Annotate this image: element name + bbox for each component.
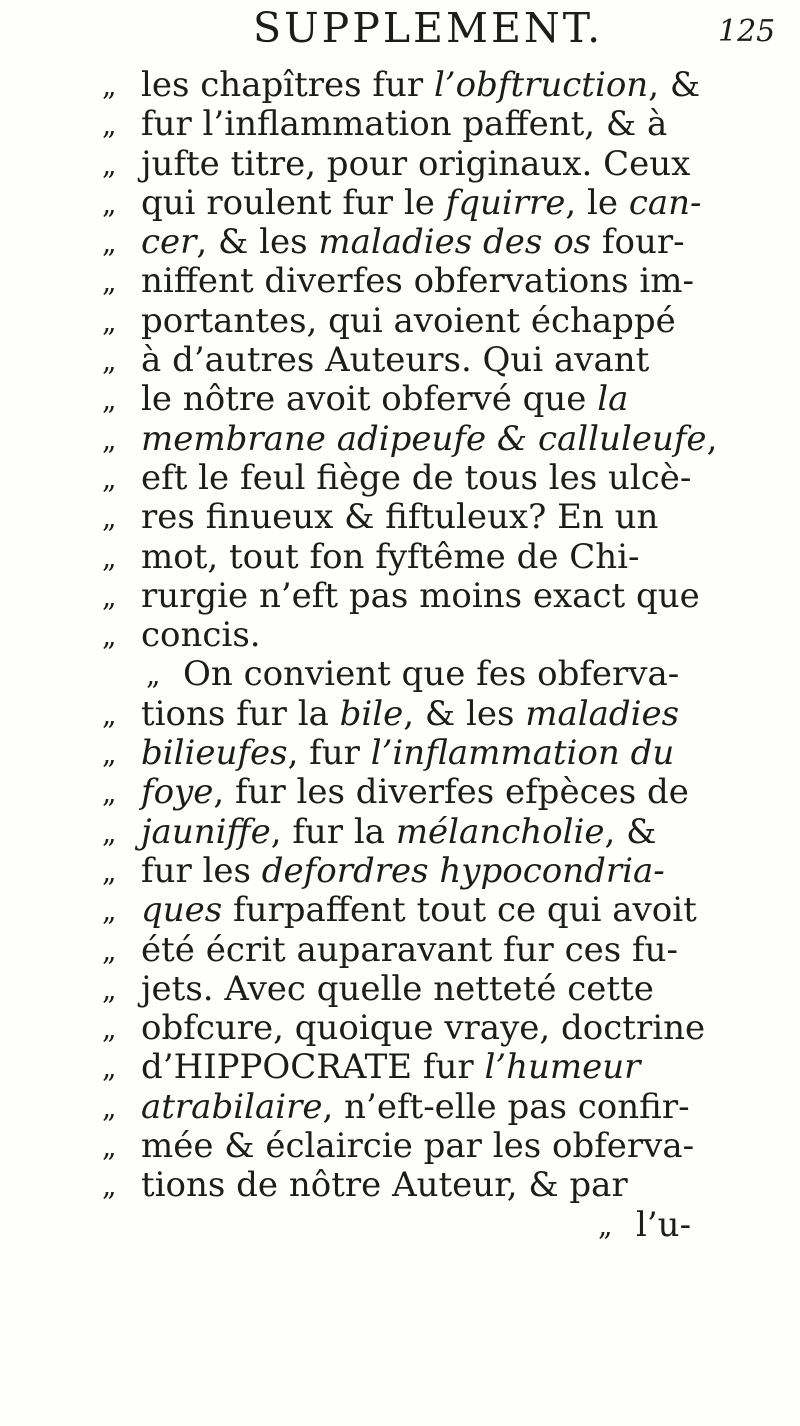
quote-mark: „ — [102, 304, 115, 338]
catchword — [0, 1206, 800, 1245]
line-text: portantes, qui avoient échappé — [141, 300, 676, 341]
italic-term: l’inflammation du — [370, 733, 675, 774]
quote-mark: „ — [102, 265, 115, 299]
text-line — [0, 616, 800, 655]
quote-mark: „ — [102, 69, 115, 102]
italic-term: maladies — [525, 693, 680, 734]
italic-term: la — [597, 379, 629, 420]
quote-mark: „ — [102, 776, 115, 810]
line-text: jets. Avec quelle netteté cette — [141, 968, 654, 1009]
line-text: obfcure, quoique vraye, doctrine — [141, 1008, 706, 1049]
quote-mark: „ — [102, 737, 115, 771]
text-line — [0, 262, 800, 301]
line-text: niffent diverfes obfervations im- — [141, 261, 695, 302]
line-text: mée & éclaircie par les obferva- — [141, 1126, 695, 1167]
line-text: mot, tout fon fyftême de Chi- — [141, 536, 640, 577]
quote-mark: „ — [102, 147, 115, 181]
text-line — [0, 498, 800, 537]
line-text: fur les defordres hypocondria- — [141, 850, 665, 891]
italic-term: atrabilaire — [141, 1086, 323, 1127]
text-line — [0, 184, 800, 223]
quote-mark: „ — [102, 579, 115, 613]
line-text: le nôtre avoit obfervé que la — [141, 379, 629, 420]
text-line — [0, 66, 800, 105]
quote-mark: „ — [146, 658, 159, 692]
text-line — [0, 145, 800, 184]
line-text: rurgie n’eft pas moins exact que — [141, 575, 700, 616]
quote-mark: „ — [102, 1090, 115, 1124]
quote-mark: „ — [598, 1208, 611, 1242]
line-text: res finueux & fiftuleux? En un — [141, 497, 659, 538]
text-line — [0, 734, 800, 773]
text-line — [0, 380, 800, 419]
quote-mark: „ — [102, 933, 115, 967]
quote-mark: „ — [102, 226, 115, 260]
quote-mark: „ — [102, 501, 115, 535]
quote-mark: „ — [102, 972, 115, 1006]
line-text: tions de nôtre Auteur, & par — [141, 1165, 628, 1206]
quote-mark: „ — [102, 1051, 115, 1085]
text-line — [0, 1048, 800, 1087]
line-text: l’u- — [636, 1204, 692, 1245]
quote-mark: „ — [102, 1012, 115, 1046]
line-text: On convient que fes obferva- — [183, 654, 680, 695]
line-text: qui roulent fur le fquirre, le can- — [141, 182, 702, 223]
quote-mark: „ — [102, 422, 115, 456]
text-line — [0, 891, 800, 930]
text-line — [0, 1166, 800, 1205]
text-line — [0, 813, 800, 852]
text-line — [0, 577, 800, 616]
quote-mark: „ — [102, 461, 115, 495]
line-text: membrane adipeufe & calluleufe, — [141, 418, 718, 459]
line-text: jufte titre, pour originaux. Ceux — [141, 143, 691, 184]
quote-mark: „ — [102, 894, 115, 928]
line-text: les chapîtres fur l’obftruction, & — [141, 65, 701, 105]
text-line — [0, 970, 800, 1009]
line-text: eft le feul fiège de tous les ulcè- — [141, 457, 692, 498]
text-line — [0, 1088, 800, 1127]
line-text: atrabilaire, n’eft-elle pas confir- — [141, 1086, 690, 1127]
line-text: tions fur la bile, & les maladies — [141, 693, 680, 734]
text-line — [0, 302, 800, 341]
italic-term: foye — [141, 772, 214, 813]
body-text — [0, 66, 800, 1245]
quote-mark: „ — [102, 697, 115, 731]
line-text: à d’autres Auteurs. Qui avant — [141, 340, 650, 381]
quote-mark: „ — [102, 108, 115, 142]
text-line — [0, 773, 800, 812]
text-line — [0, 1127, 800, 1166]
line-text: bilieufes, fur l’inflammation du — [141, 733, 675, 774]
running-head-title: SUPPLEMENT. — [253, 4, 604, 52]
quote-mark: „ — [102, 1130, 115, 1164]
quote-mark: „ — [102, 186, 115, 220]
quote-mark: „ — [102, 619, 115, 653]
text-line — [0, 538, 800, 577]
quote-mark: „ — [102, 815, 115, 849]
italic-term: ques — [141, 890, 223, 931]
page-number: 125 — [718, 14, 776, 49]
quote-mark: „ — [102, 1169, 115, 1203]
text-line — [0, 695, 800, 734]
text-line — [0, 420, 800, 459]
text-line — [0, 1009, 800, 1048]
line-text: jauniffe, fur la mélancholie, & — [141, 811, 657, 852]
line-text: concis. — [141, 615, 261, 656]
italic-term: membrane adipeufe & calluleufe — [141, 418, 707, 459]
quote-mark: „ — [102, 383, 115, 417]
line-text: fur l’inflammation paffent, & à — [141, 104, 668, 145]
italic-term: defordres hypocondria- — [261, 850, 665, 891]
text-line — [0, 223, 800, 262]
text-line — [0, 105, 800, 144]
italic-term: cer — [141, 222, 197, 263]
text-line — [0, 852, 800, 891]
text-line — [0, 341, 800, 380]
italic-term: l’obftruction — [433, 65, 649, 105]
line-text: foye, fur les diverfes efpèces de — [141, 772, 689, 813]
quote-mark: „ — [102, 344, 115, 378]
text-line — [0, 459, 800, 498]
italic-term: bilieufes — [141, 733, 288, 774]
line-text: cer, & les maladies des os four- — [141, 222, 685, 263]
italic-term: mélancholie — [395, 811, 605, 852]
text-line — [0, 655, 800, 694]
line-text: d’HIPPOCRATE fur l’humeur — [141, 1047, 641, 1088]
line-text: été écrit auparavant fur ces fu- — [141, 929, 678, 970]
italic-term: maladies des os — [318, 222, 592, 263]
text-line — [0, 931, 800, 970]
running-head — [0, 4, 800, 54]
line-text: ques furpaffent tout ce qui avoit — [141, 890, 697, 931]
italic-term: fquirre — [445, 182, 566, 223]
quote-mark: „ — [102, 540, 115, 574]
italic-term: bile — [339, 693, 404, 734]
italic-term: jauniffe — [141, 811, 271, 852]
italic-term: can- — [628, 182, 702, 223]
italic-term: l’humeur — [484, 1047, 641, 1088]
quote-mark: „ — [102, 854, 115, 888]
